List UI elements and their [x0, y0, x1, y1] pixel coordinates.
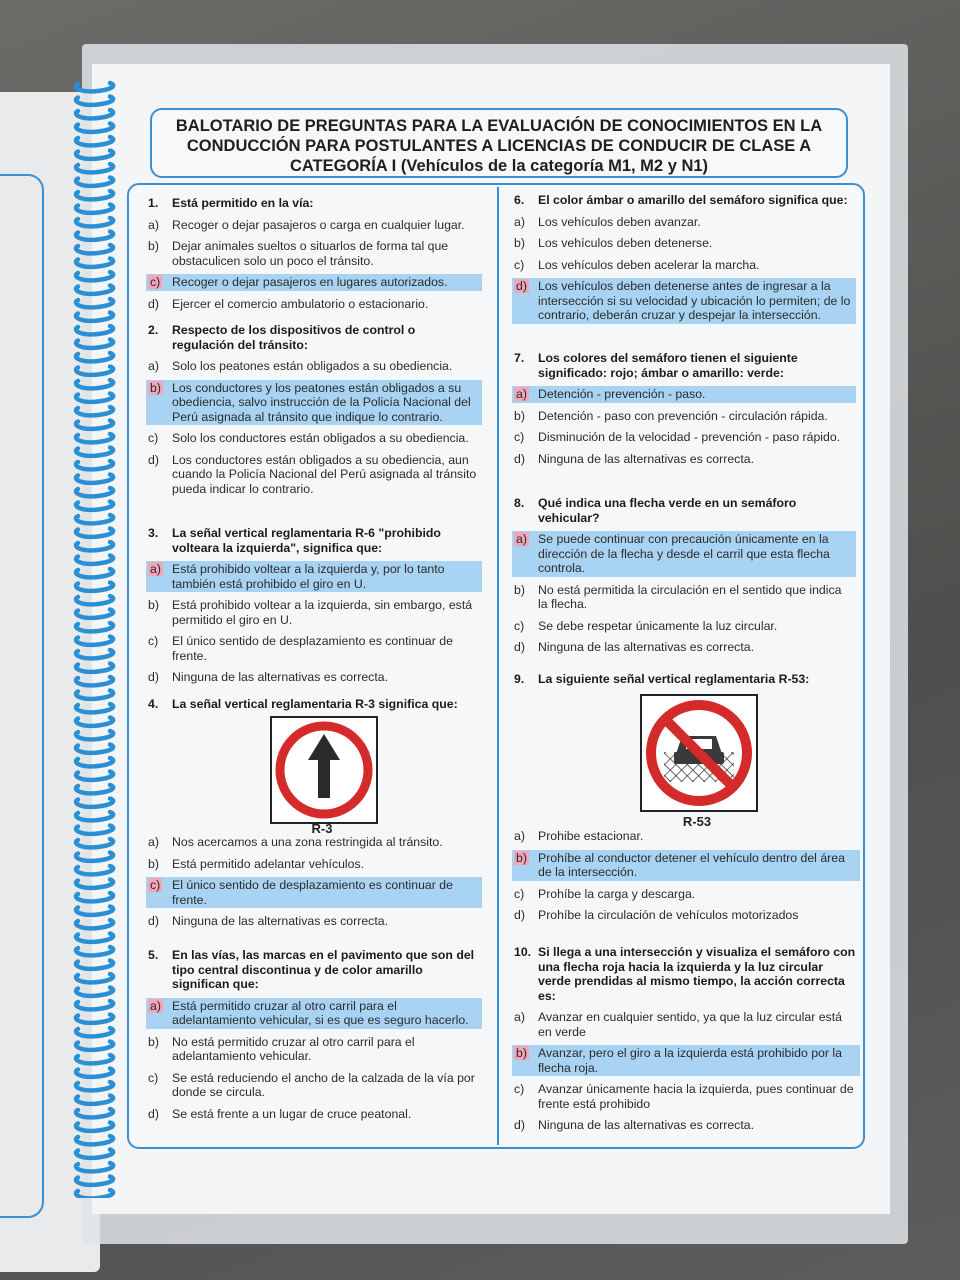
answer-option-correct[interactable]	[512, 850, 860, 881]
r3-sign-label: R-3	[311, 821, 333, 836]
option-text: Está prohibido voltear a la izquierda y, por lo tanto también está prohibido el giro en U.	[172, 562, 445, 591]
spiral-coil	[76, 97, 113, 105]
spiral-coil	[76, 151, 113, 159]
option-text: Prohíbe la carga y descarga.	[538, 886, 696, 901]
spiral-coil	[76, 1082, 113, 1090]
spiral-coil	[76, 704, 113, 712]
answer-option[interactable]	[512, 1009, 860, 1040]
option-letter: c)	[150, 878, 161, 892]
option-text: Se debe respetar únicamente la luz circular.	[538, 618, 778, 633]
option-letter: c)	[514, 430, 525, 444]
spiral-coil	[76, 1136, 113, 1144]
spiral-coil	[76, 1150, 113, 1158]
straight-only-sign-icon	[272, 718, 376, 822]
spiral-coil	[76, 124, 113, 132]
title-line-1: BALOTARIO DE PREGUNTAS PARA LA EVALUACIÓN DE CONOCIMIENTOS EN LA	[175, 117, 823, 135]
question-number: 9.	[514, 672, 525, 686]
question-10	[512, 944, 860, 1139]
option-text: Está prohibido voltear a la izquierda, sin embargo, está permitido el giro en U.	[172, 598, 473, 627]
option-letter: d)	[148, 452, 159, 467]
option-letter: a)	[514, 214, 525, 229]
r53-sign-label: R-53	[682, 814, 712, 829]
spiral-coil	[76, 502, 113, 510]
spiral-coil	[76, 542, 113, 550]
question-number: 4.	[148, 697, 159, 711]
answer-option[interactable]	[146, 669, 482, 686]
answer-option[interactable]	[146, 296, 482, 313]
answer-option[interactable]	[146, 358, 482, 375]
question-5	[146, 947, 482, 1127]
spiral-coil	[76, 583, 113, 591]
spiral-coil	[76, 1001, 113, 1009]
answer-option-correct[interactable]	[146, 274, 482, 291]
question-text: Si llega a una intersección y visualiza el semáforo con una flecha roja hacia la izquierda y la luz circular verde prendidas al mismo tiempo, la acción correcta es:	[538, 945, 856, 1003]
option-letter: b)	[150, 380, 161, 395]
answer-option-correct[interactable]	[512, 1045, 860, 1076]
question-9-options	[512, 828, 860, 929]
spiral-coil	[76, 340, 113, 348]
title-line-2: CONDUCCIÓN PARA POSTULANTES A LICENCIAS DE CONDUCIR DE CLASE A	[186, 137, 812, 155]
spiral-coil	[76, 83, 113, 91]
option-text: Avanzar únicamente hacia la izquierda, pues continuar de frente está prohibido	[538, 1082, 854, 1111]
option-letter: c)	[148, 431, 159, 445]
answer-option[interactable]	[146, 633, 482, 664]
spiral-coil	[76, 772, 113, 780]
option-letter: c)	[148, 634, 159, 648]
answer-option-correct[interactable]	[146, 877, 482, 908]
spiral-coil	[76, 826, 113, 834]
option-letter: a)	[148, 359, 159, 373]
option-letter: b)	[148, 1034, 159, 1049]
spiral-coil	[76, 475, 113, 483]
spiral-coil	[76, 1096, 113, 1104]
spiral-coil	[76, 880, 113, 888]
answer-option[interactable]	[512, 429, 856, 446]
option-text: Ninguna de las alternativas es correcta.	[172, 914, 388, 928]
answer-option[interactable]	[512, 257, 856, 274]
option-letter: c)	[514, 618, 525, 633]
answer-option[interactable]	[146, 217, 482, 234]
answer-option[interactable]	[146, 1034, 482, 1065]
answer-option[interactable]	[146, 1106, 482, 1123]
option-letter: b)	[514, 236, 525, 250]
option-letter: d)	[514, 640, 525, 654]
answer-option[interactable]	[146, 452, 482, 498]
question-text: En las vías, las marcas en el pavimento que son del tipo central discontinua y de color amarillo significan que:	[172, 948, 475, 991]
question-6	[512, 192, 856, 329]
option-letter: a)	[516, 387, 527, 401]
spiral-coil	[76, 515, 113, 523]
option-letter: b)	[514, 582, 525, 597]
spiral-coil	[76, 650, 113, 658]
spiral-coil	[76, 461, 113, 469]
spiral-coil	[76, 110, 113, 118]
option-letter: d)	[148, 914, 159, 928]
spiral-coil	[76, 812, 113, 820]
option-letter: a)	[150, 998, 161, 1013]
question-text: Los colores del semáforo tienen el siguiente significado: rojo; ámbar o amarillo: verde:	[538, 351, 798, 380]
spiral-coil	[76, 245, 113, 253]
option-letter: a)	[514, 1010, 525, 1024]
spiral-coil	[76, 529, 113, 537]
option-text: Prohíbe la circulación de vehículos motorizados	[538, 908, 799, 922]
option-letter: a)	[148, 835, 159, 849]
spiral-coil	[76, 421, 113, 429]
spiral-coil	[76, 745, 113, 753]
spiral-coil	[76, 569, 113, 577]
r3-sign	[270, 716, 378, 824]
option-text: Ninguna de las alternativas es correcta.	[172, 670, 388, 684]
question-1	[146, 195, 482, 317]
option-text: Solo los conductores están obligados a su obediencia.	[172, 431, 469, 445]
option-letter: a)	[516, 532, 527, 546]
spiral-coil	[76, 1109, 113, 1117]
spiral-coil	[76, 893, 113, 901]
answer-option[interactable]	[512, 907, 860, 924]
answer-option[interactable]	[146, 597, 482, 628]
spiral-coil	[76, 907, 113, 915]
question-4-options	[146, 834, 482, 935]
spiral-coil	[76, 218, 113, 226]
answer-option[interactable]	[512, 214, 856, 231]
option-text: Los vehículos deben detenerse.	[538, 236, 713, 250]
answer-option[interactable]	[512, 582, 856, 613]
option-letter: c)	[514, 886, 525, 901]
spiral-coil	[76, 974, 113, 982]
spiral-coil	[76, 799, 113, 807]
spiral-binding	[70, 78, 120, 1198]
option-letter: a)	[150, 562, 161, 576]
answer-option-correct[interactable]	[512, 531, 856, 577]
answer-option[interactable]	[512, 639, 856, 656]
answer-option[interactable]	[512, 451, 856, 468]
answer-option-correct[interactable]	[146, 998, 482, 1029]
question-number: 2.	[148, 323, 159, 337]
spiral-coil	[76, 259, 113, 267]
answer-option[interactable]	[146, 430, 482, 447]
spiral-coil	[76, 353, 113, 361]
spiral-coil	[76, 178, 113, 186]
option-letter: d)	[148, 1106, 159, 1121]
question-3	[146, 525, 482, 691]
option-text: Se puede continuar con precaución únicamente en la dirección de la flecha y desde el carril que esta flecha controla.	[538, 532, 830, 575]
option-text: Avanzar, pero el giro a la izquierda está prohibido por la flecha roja.	[538, 1046, 842, 1075]
spiral-coil	[76, 1055, 113, 1063]
answer-option-correct[interactable]	[146, 380, 482, 426]
option-letter: d)	[514, 908, 525, 922]
spiral-coil	[76, 785, 113, 793]
spiral-coil	[76, 718, 113, 726]
title-line-3: CATEGORÍA I (Vehículos de la categoría M1, M2 y N1)	[289, 157, 709, 175]
spiral-coil	[76, 299, 113, 307]
question-number: 5.	[148, 948, 159, 962]
spiral-coil	[76, 407, 113, 415]
spiral-coil	[76, 637, 113, 645]
answer-option[interactable]	[512, 1117, 860, 1134]
option-text: Se está frente a un lugar de cruce peatonal.	[172, 1106, 412, 1121]
spiral-coil	[76, 1190, 113, 1198]
option-text: Los conductores están obligados a su obediencia, aun cuando la Policía Nacional del Perú asignada al tránsito pueda indicar lo contrario.	[172, 452, 477, 496]
option-text: Disminución de la velocidad - prevención - paso rápido.	[538, 430, 841, 444]
spiral-coil	[76, 623, 113, 631]
option-text: Prohíbe al conductor detener el vehículo dentro del área de la intersección.	[538, 850, 845, 879]
r53-sign	[640, 694, 758, 812]
question-7	[512, 350, 856, 472]
option-text: Los vehículos deben avanzar.	[538, 214, 701, 229]
option-letter: a)	[148, 217, 159, 232]
column-divider	[497, 187, 499, 1145]
spiral-coil	[76, 434, 113, 442]
question-number: 8.	[514, 496, 525, 510]
spiral-coil	[76, 286, 113, 294]
spiral-coil	[76, 934, 113, 942]
spiral-coil	[76, 1028, 113, 1036]
option-letter: b)	[148, 239, 159, 253]
option-text: Los vehículos deben detenerse antes de ingresar a la intersección si su velocidad y ubicación lo permiten; de lo contrario, deberán cruzar y despejar la intersección.	[538, 279, 851, 322]
answer-option[interactable]	[146, 1070, 482, 1101]
spiral-coil	[76, 1177, 113, 1185]
answer-option[interactable]	[512, 886, 860, 903]
spiral-coil	[76, 137, 113, 145]
question-text: La señal vertical reglamentaria R-3 significa que:	[172, 697, 458, 711]
question-text: La señal vertical reglamentaria R-6 "prohibido volteara la izquierda", significa que:	[172, 526, 441, 555]
spiral-coil	[76, 313, 113, 321]
option-text: Ejercer el comercio ambulatorio o estacionario.	[172, 296, 429, 311]
page-title	[150, 108, 848, 178]
spiral-coil	[76, 394, 113, 402]
spiral-coil	[76, 556, 113, 564]
option-letter: a)	[514, 829, 525, 843]
option-text: Los conductores y los peatones están obligados a su obediencia, salvo instrucción de la Policía Nacional del Perú asignada al tránsito que indique lo contrario.	[172, 380, 471, 424]
option-text: El único sentido de desplazamiento es continuar de frente.	[172, 634, 453, 663]
option-text: Avanzar en cualquier sentido, ya que la luz circular está en verde	[538, 1010, 842, 1039]
option-text: El único sentido de desplazamiento es continuar de frente.	[172, 878, 453, 907]
question-4-heading	[146, 696, 482, 718]
spiral-coil	[76, 664, 113, 672]
spiral-coil	[76, 866, 113, 874]
spiral-coil	[76, 272, 113, 280]
option-text: Está permitido adelantar vehículos.	[172, 856, 365, 871]
spiral-coil	[76, 596, 113, 604]
answer-option-correct[interactable]	[512, 386, 856, 403]
question-text: La siguiente señal vertical reglamentaria R-53:	[538, 672, 810, 686]
spiral-coil	[76, 191, 113, 199]
option-text: Detención - prevención - paso.	[538, 387, 706, 401]
option-letter: b)	[148, 856, 159, 871]
answer-option[interactable]	[512, 828, 860, 845]
option-letter: d)	[148, 296, 159, 311]
spiral-coil	[76, 1163, 113, 1171]
question-number: 1.	[148, 196, 159, 210]
option-text: Se está reduciendo el ancho de la calzada de la vía por donde se circula.	[172, 1070, 475, 1099]
no-stopping-in-intersection-icon	[642, 696, 756, 810]
spiral-coil	[76, 380, 113, 388]
option-text: Dejar animales sueltos o situarlos de forma tal que obstaculicen solo un poco el tránsito.	[172, 239, 449, 268]
left-page-frame	[0, 174, 44, 1218]
spiral-coil	[76, 758, 113, 766]
spiral-coil	[76, 731, 113, 739]
question-number: 7.	[514, 351, 525, 365]
option-letter: d)	[514, 1118, 525, 1132]
spiral-coil	[76, 947, 113, 955]
answer-option[interactable]	[146, 913, 482, 930]
spiral-coil	[76, 326, 113, 334]
option-text: Recoger o dejar pasajeros o carga en cualquier lugar.	[172, 217, 465, 232]
spiral-coil	[76, 1042, 113, 1050]
question-number: 6.	[514, 193, 525, 207]
answer-option[interactable]	[512, 408, 856, 425]
option-letter: c)	[148, 1070, 159, 1085]
spiral-coil	[76, 677, 113, 685]
answer-option[interactable]	[512, 618, 856, 635]
option-letter: b)	[148, 598, 159, 612]
spiral-coil	[76, 961, 113, 969]
option-letter: c)	[514, 257, 525, 272]
option-text: Ninguna de las alternativas es correcta.	[538, 1118, 754, 1132]
option-letter: c)	[150, 275, 161, 289]
option-text: Recoger o dejar pasajeros en lugares autorizados.	[172, 275, 448, 289]
answer-option[interactable]	[146, 856, 482, 873]
option-text: Está permitido cruzar al otro carril para el adelantamiento vehicular, si es que es seguro hacerlo.	[172, 998, 469, 1027]
option-text: Los vehículos deben acelerar la marcha.	[538, 257, 760, 272]
answer-option[interactable]	[146, 238, 482, 269]
option-letter: b)	[516, 1046, 527, 1060]
question-2	[146, 322, 482, 502]
spiral-coil	[76, 164, 113, 172]
spiral-coil	[76, 839, 113, 847]
question-text: Está permitido en la vía:	[172, 196, 314, 210]
spiral-coil	[76, 988, 113, 996]
spiral-coil	[76, 205, 113, 213]
option-text: No está permitido cruzar al otro carril para el adelantamiento vehicular.	[172, 1034, 415, 1063]
question-text: Respecto de los dispositivos de control o regulación del tránsito:	[172, 323, 416, 352]
spiral-coil	[76, 448, 113, 456]
question-8	[512, 495, 856, 661]
option-text: Ninguna de las alternativas es correcta.	[538, 451, 754, 466]
option-text: No está permitida la circulación en el sentido que indica la flecha.	[538, 582, 842, 611]
spiral-coil	[76, 920, 113, 928]
question-number: 10.	[514, 945, 532, 959]
option-text: Detención - paso con prevención - circulación rápida.	[538, 408, 828, 423]
spiral-coil	[76, 853, 113, 861]
option-letter: c)	[514, 1082, 525, 1096]
spiral-coil	[76, 691, 113, 699]
question-text: Qué indica una flecha verde en un semáforo vehicular?	[538, 496, 797, 525]
option-letter: d)	[148, 670, 159, 684]
spiral-coil	[76, 1123, 113, 1131]
option-text: Solo los peatones están obligados a su obediencia.	[172, 359, 453, 373]
option-letter: d)	[514, 451, 525, 466]
answer-option[interactable]	[512, 1081, 860, 1112]
question-number: 3.	[148, 526, 159, 540]
question-text: El color ámbar o amarillo del semáforo significa que:	[538, 193, 848, 207]
spiral-coil	[76, 488, 113, 496]
spiral-coil	[76, 367, 113, 375]
answer-option[interactable]	[512, 235, 856, 252]
question-9-heading	[512, 671, 856, 693]
answer-option[interactable]	[146, 834, 482, 851]
option-text: Ninguna de las alternativas es correcta.	[538, 640, 754, 654]
spiral-coil	[76, 610, 113, 618]
option-letter: b)	[516, 850, 527, 865]
option-text: Prohibe estacionar.	[538, 829, 644, 843]
answer-option-correct[interactable]	[146, 561, 482, 592]
spiral-coil	[76, 1069, 113, 1077]
spiral-coil	[76, 232, 113, 240]
answer-option-correct[interactable]	[512, 278, 856, 324]
option-letter: d)	[516, 279, 527, 293]
option-letter: b)	[514, 408, 525, 423]
spiral-coil	[76, 1015, 113, 1023]
option-text: Nos acercamos a una zona restringida al tránsito.	[172, 835, 443, 849]
